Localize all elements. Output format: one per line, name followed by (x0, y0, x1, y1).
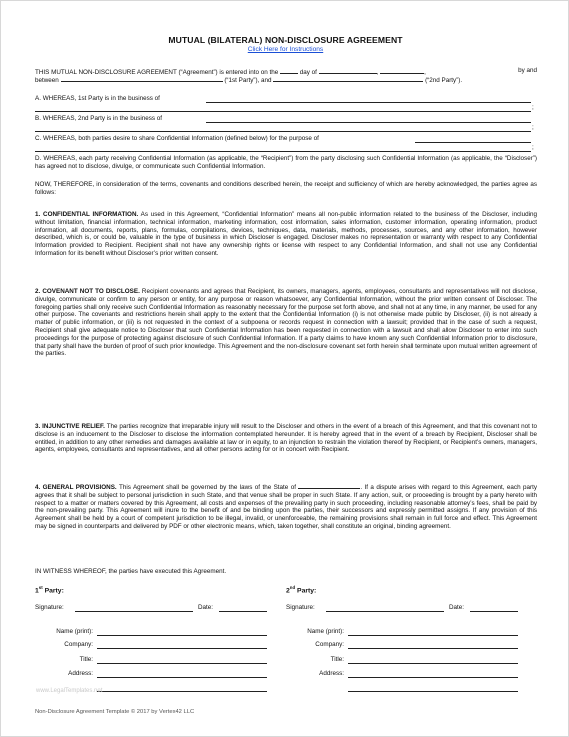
whereas-a: A. WHEREAS, 1st Party is in the business of (35, 95, 160, 102)
second-party-name-blank[interactable] (348, 635, 518, 636)
witness-line: IN WITNESS WHEREOF, the parties have executed this Agreement. (35, 568, 227, 575)
first-party-title-blank[interactable] (97, 663, 267, 664)
whereas-a-blank-1[interactable] (206, 102, 531, 103)
second-party-signature-blank[interactable] (326, 611, 444, 612)
second-party-address-label: Address: (319, 670, 344, 677)
first-party-company-label: Company: (64, 641, 93, 648)
whereas-b-semicolon: ; (532, 124, 534, 131)
whereas-a-semicolon: ; (532, 104, 534, 111)
whereas-c-blank-2[interactable] (35, 151, 531, 152)
second-party-name-label: Name (print): (307, 628, 344, 635)
section-2-body: Recipient covenants and agrees that Recipient, its owners, managers, agents, employees, consultants and representatives will not disclose, divulge, communicate or confirm to any person or entity, for any purpose or reason whatsoever, any Confidential Information, without the prior written consent of Discloser. The foregoing parties shall only receive such Confidential Information as reasonably necessary for the purpose set forth above, and shall not at any time, in any manner, be used for any other purpose. The covenants and restrictions herein shall apply to the extent that the Confidential Information (i) is not otherwise made public by Discloser, (ii) is not already a matter of public information, or (iii) is not requested in the context of a subpoena or records request in connection with a lawsuit; provided that in the case of such a request, Recipient shall give adequate notice to Discloser that such Confidential Information has been requested in connection with a lawsuit and shall allow Discloser to enter into such proceedings for the purpose of protecting against disclosure of such Confidential Information. If a party claims to have known any such Confidential Information prior to disclosure, that party shall have the burden of proof of such prior knowledge. This Agreement and the non-disclosure covenant set forth herein shall terminate upon mutual written agreement of the parties. (35, 288, 537, 358)
section-2-heading: 2. COVENANT NOT TO DISCLOSE. (35, 288, 140, 295)
second-party-date-label: Date: (449, 604, 465, 611)
whereas-c: C. WHEREAS, both parties desire to share Confidential Information (defined below) for the purpose of (35, 135, 319, 142)
first-party-title-label: Title: (79, 656, 93, 663)
section-2 (35, 288, 537, 358)
second-party-date-blank[interactable] (470, 611, 518, 612)
first-party-name-blank[interactable] (97, 635, 267, 636)
section-4-heading: 4. GENERAL PROVISIONS. (35, 484, 117, 491)
footer: Non-Disclosure Agreement Template © 2017 by Vertex42 LLC (35, 709, 195, 715)
section-1-heading: 1. CONFIDENTIAL INFORMATION. (35, 211, 139, 218)
whereas-a-blank-2[interactable] (35, 111, 531, 112)
governing-state-blank[interactable] (298, 482, 360, 489)
second-party-title-blank[interactable] (348, 663, 518, 664)
section-3-body: The parties recognize that irreparable injury will result to the Discloser and others in the event of a breach of this Agreement, and that this covenant not to disclose is an inducement to the Discloser to disclose the information contemplated hereunder. It is hereby agreed that in the event of a breach by Recipient, Discloser shall be entitled, in addition to any other remedies and damages available at law or in equity, to an injunction to restrain the violation thereof by Recipient, or Recipient’s owners, managers, agents, employees, consultants and representatives, and all other persons acting for or in concert with Recipient. (35, 423, 537, 454)
first-party-signature-blank[interactable] (75, 611, 193, 612)
document-title: MUTUAL (BILATERAL) NON-DISCLOSURE AGREEMENT (168, 35, 403, 45)
date-day-blank[interactable] (280, 67, 298, 74)
now-therefore: NOW, THEREFORE, in consideration of the terms, covenants and conditions described herein, the receipt and sufficiency of which are hereby acknowledged, the parties agree as follows: (35, 181, 537, 196)
whereas-b-blank-2[interactable] (35, 131, 531, 132)
first-party-date-blank[interactable] (219, 611, 267, 612)
first-party-heading: 1st Party: (35, 585, 64, 595)
whereas-d: D. WHEREAS, each party receiving Confidential Information (as applicable, the “Recipient”) from the party disclosing such Confidential Information (as applicable, the “Discloser”) has agreed not to disclose, divulge, or communicate such Confidential Information. (35, 155, 537, 170)
second-party-title-label: Title: (330, 656, 344, 663)
date-year-blank[interactable] (380, 67, 424, 74)
second-party-company-label: Company: (315, 641, 344, 648)
second-party-company-blank[interactable] (348, 648, 518, 649)
section-1-body: As used in this Agreement, “Confidential Information” means all non-public information related to the business of the Discloser, including without limitation, financial information, technical information, marketing information, cost information, sales information, customer information, operating information, product information, all documents, reports, plans, formulas, compilations, devices, techniques, data, materials, methods, processes, sources, and any other information, however described, which is, or could be, valuable in the type of business in which Discloser is engaged. Discloser makes no representation or warranty with respect to any Confidential Information provided to Recipient. Recipient shall not have any ownership rights or license with respect to any Confidential Information, and shall not use any Confidential Information for its benefit without Discloser’s prior written consent. (35, 211, 537, 257)
section-4: 4. GENERAL PROVISIONS. This Agreement shall be governed by the laws of the State of . If a dispute arises with regard to this Agreement, each party agrees that it shall be subject to personal jurisdiction in such State, and that venue shall be proper in such State. If any action, suit, or proceeding is brought by a party hereto with respect to a matter or matters covered by this Agreement, all costs and expenses of the prevailing party in such proceeding, including reasonable attorney’s fees, shall be paid by the non-prevailing party. This Agreement will inure to the benefit of and be binding upon the parties, their successors and expressly permitted assigns. If any provision of this Agreement shall be held by a court of competent jurisdiction to be illegal, invalid, or unenforceable, the remaining provisions shall remain in full force and effect. This Agreement may be signed in counterparts and delivered by PDF or other electronic means, which, taken together, shall constitute an original, binding agreement. (35, 484, 537, 530)
first-party-name-label: Name (print): (56, 628, 93, 635)
second-party-heading: 2nd Party: (286, 585, 317, 595)
date-month-blank[interactable] (319, 67, 377, 74)
instructions-link[interactable]: Click Here for Instructions (247, 46, 324, 53)
first-party-address-blank-1[interactable] (97, 677, 267, 678)
intro-line-2: between (“1st Party”), and (“2nd Party”). (35, 77, 463, 84)
first-party-blank[interactable] (61, 75, 223, 82)
whereas-b-blank-1[interactable] (206, 122, 531, 123)
section-3 (35, 423, 537, 454)
first-party-address-label: Address: (68, 670, 93, 677)
watermark: www.LegalTemplates.net (36, 688, 103, 694)
second-party-signature-label: Signature: (286, 604, 315, 611)
second-party-address-blank-1[interactable] (348, 677, 518, 678)
whereas-c-semicolon: ; (532, 144, 534, 151)
first-party-signature-label: Signature: (35, 604, 64, 611)
whereas-b: B. WHEREAS, 2nd Party is in the business of (35, 115, 163, 122)
intro-line-1: THIS MUTUAL NON-DISCLOSURE AGREEMENT (“Agreement”) is entered into on the day of , , by and (35, 67, 537, 76)
second-party-address-blank-2[interactable] (348, 691, 518, 692)
second-party-blank[interactable] (273, 75, 423, 82)
first-party-address-blank-2[interactable] (97, 691, 267, 692)
section-3-heading: 3. INJUNCTIVE RELIEF. (35, 423, 105, 430)
whereas-c-blank-1[interactable] (415, 142, 531, 143)
section-1 (35, 211, 537, 258)
first-party-company-blank[interactable] (97, 648, 267, 649)
first-party-date-label: Date: (198, 604, 214, 611)
